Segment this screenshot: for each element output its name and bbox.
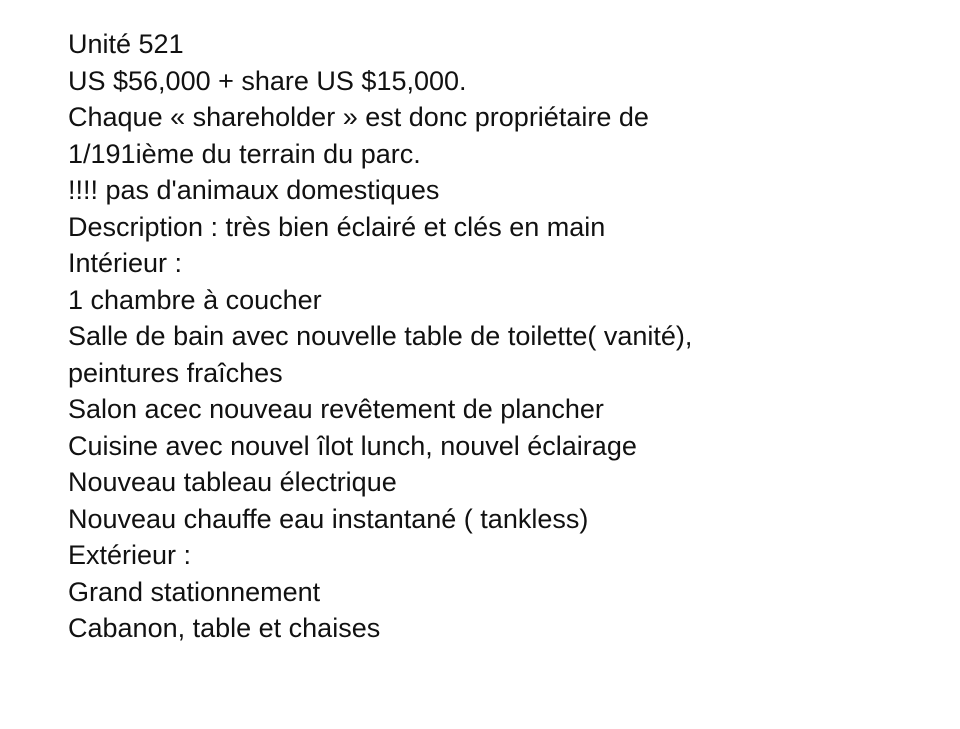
living-room-line: Salon acec nouveau revêtement de plancher bbox=[68, 394, 604, 424]
listing-document bbox=[68, 26, 948, 647]
no-pets-line: !!!! pas d'animaux domestiques bbox=[68, 175, 440, 205]
water-heater-line: Nouveau chauffe eau instantané ( tankless) bbox=[68, 503, 589, 534]
shed-line: Cabanon, table et chaises bbox=[68, 613, 381, 643]
shareholder-line-1: Chaque « shareholder » est donc propriétaire de bbox=[68, 102, 649, 132]
paint-line: peintures fraîches bbox=[68, 357, 283, 388]
bathroom-line: Salle de bain avec nouvelle table de toilette( vanité), bbox=[68, 321, 693, 351]
interior-heading: Intérieur : bbox=[68, 248, 183, 278]
shareholder-line-2: 1/191ième du terrain du parc. bbox=[68, 138, 421, 169]
exterior-heading: Extérieur : bbox=[68, 540, 192, 570]
parking-line: Grand stationnement bbox=[68, 576, 321, 607]
bedroom-line: 1 chambre à coucher bbox=[68, 284, 322, 315]
price-line: US $56,000 + share US $15,000. bbox=[68, 65, 467, 96]
unit-title: Unité 521 bbox=[68, 29, 184, 59]
electrical-panel-line: Nouveau tableau électrique bbox=[68, 467, 397, 497]
kitchen-line: Cuisine avec nouvel îlot lunch, nouvel éclairage bbox=[68, 430, 637, 461]
description-line: Description : très bien éclairé et clés en main bbox=[68, 211, 606, 242]
